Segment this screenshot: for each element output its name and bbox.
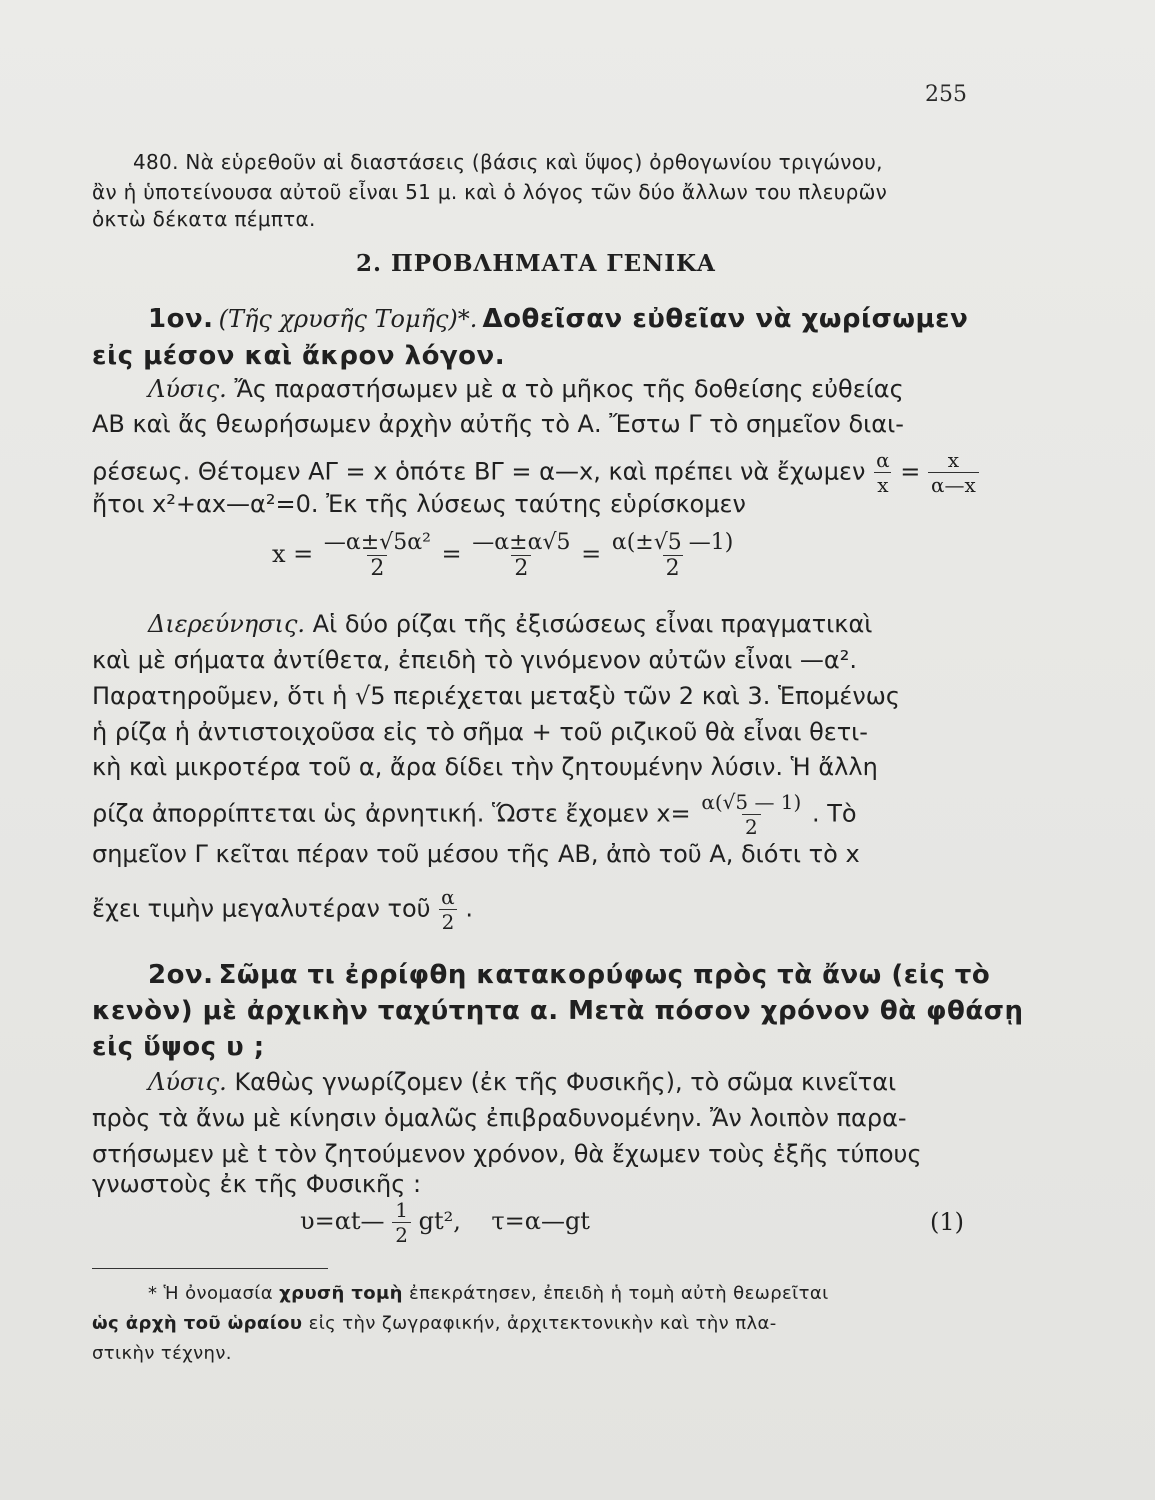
- equals-sign: =: [900, 457, 921, 486]
- problem-1-title: [148, 304, 968, 334]
- footnote-line-2: [92, 1313, 777, 1334]
- problem-480-line-2: ἂν ἡ ὑποτείνουσα αὐτοῦ εἶναι 51 μ. καὶ ὁ λόγος τῶν δύο ἄλλων του πλευρῶν: [92, 180, 888, 204]
- discussion-line-6-text: ρίζα ἀπορρίπτεται ὡς ἀρνητική. Ὥστε ἔχομεν x=: [92, 799, 691, 828]
- section-heading: 2. ΠΡΟΒΛΗΜΑΤΑ ΓΕΝΙΚΑ: [356, 250, 716, 277]
- discussion-line-7: σημεῖον Γ κεῖται πέραν τοῦ μέσου τῆς ΑΒ, ἀπὸ τοῦ Α, διότι τὸ x: [92, 840, 860, 868]
- page-number: 255: [925, 82, 967, 107]
- lysis-label-2: Λύσις.: [148, 1068, 227, 1096]
- footnote-term: χρυσῆ τομὴ: [279, 1283, 403, 1304]
- footnote-line-2-rest: εἰς τὴν ζωγραφικήν, ἀρχιτεκτονικὴν καὶ τὴν πλα-: [308, 1313, 777, 1334]
- p1-line-2: ΑΒ καὶ ἄς θεωρήσωμεν ἀρχὴν αὐτῆς τὸ Α. Ἔστω Γ τὸ σημεῖον διαι-: [92, 410, 904, 438]
- p2-line-1: [148, 1068, 896, 1096]
- discussion-line-4: ἡ ρίζα ἡ ἀντιστοιχοῦσα εἰς τὸ σῆμα + τοῦ ριζικοῦ θὰ εἶναι θετι-: [92, 718, 868, 746]
- fraction-golden-root: $\frac{\alpha(√5 — 1)}{2}$: [701, 790, 802, 839]
- equation-right: gt², τ=α—gt: [418, 1207, 590, 1235]
- solution-x: x =: [272, 540, 314, 568]
- p2-line-2: πρὸς τὰ ἄνω μὲ κίνησιν ὁμαλῶς ἐπιβραδυνομένην. Ἄν λοιπὸν παρα-: [92, 1104, 907, 1132]
- solution-fraction-1: $\frac{\text{—α±√5α²}}{2}$: [323, 530, 431, 581]
- discussion-line-2: καὶ μὲ σήματα ἀντίθετα, ἐπειδὴ τὸ γινόμενον αὐτῶν εἶναι —α².: [92, 646, 857, 674]
- solution-fraction-3: $\frac{\alpha(\pm√5 —1)}{2}$: [611, 530, 734, 581]
- discussion-line-8-text: ἔχει τιμὴν μεγαλυτέραν τοῦ: [92, 894, 431, 923]
- footnote-term-2: ὡς ἀρχὴ τοῦ ὡραίου: [92, 1313, 303, 1334]
- p1-line-1: [148, 375, 904, 403]
- discussion-line-1-text: Αἱ δύο ρίζαι τῆς ἐξισώσεως εἶναι πραγματικαὶ: [312, 610, 873, 638]
- problem-1-statement-2: εἰς μέσον καὶ ἄκρον λόγον.: [92, 341, 506, 371]
- footnote-star: * Ἡ ὀνομασία: [148, 1283, 274, 1304]
- problem-1-statement-1: Δοθεῖσαν εὐθεῖαν νὰ χωρίσωμεν: [482, 304, 969, 334]
- problem-2-title: [148, 960, 990, 990]
- discussion-line-3: Παρατηροῦμεν, ὅτι ἡ √5 περιέχεται μεταξὺ τῶν 2 καὶ 3. Ἑπομένως: [92, 682, 900, 710]
- equation-number: (1): [930, 1208, 964, 1236]
- problem-2-number: 2ον.: [148, 960, 214, 990]
- fraction-one-half: $\frac{1}{2}$: [392, 1198, 411, 1247]
- diereunisis-label: Διερεύνησις.: [148, 610, 306, 638]
- problem-480-line-1: 480. Νὰ εὑρεθοῦν αἱ διαστάσεις (βάσις καὶ ὕψος) ὀρθογωνίου τριγώνου,: [133, 150, 883, 174]
- footnote-separator: [92, 1268, 328, 1269]
- p1-line-3-text: ρέσεως. Θέτομεν ΑΓ = x ὁπότε ΒΓ = α—x, καὶ πρέπει νὰ ἔχωμεν: [92, 457, 866, 486]
- problem-2-statement-1: Σῶμα τι ἐρρίφθη κατακορύφως πρὸς τὰ ἄνω (εἰς τὸ: [218, 960, 991, 990]
- discussion-line-1: [148, 610, 872, 638]
- problem-1-subtitle: (Τῆς χρυσῆς Τομῆς)*.: [218, 305, 478, 333]
- p2-line-3: στήσωμεν μὲ t τὸν ζητούμενον χρόνον, θὰ ἔχωμεν τοὺς ἑξῆς τύπους: [92, 1140, 922, 1168]
- discussion-line-6: ρίζα ἀπορρίπτεται ὡς ἀρνητική. Ὥστε ἔχομεν x= $\frac{\alpha(√5 — 1)}{2}$ . Τὸ: [92, 790, 857, 839]
- solution-fraction-2: $\frac{—\alpha\pm\alpha√5}{2}$: [472, 530, 571, 581]
- p2-line-4: γνωστοὺς ἐκ τῆς Φυσικῆς :: [92, 1170, 422, 1198]
- fraction-x-over-a-minus-x: $\frac{x}{\alpha—x}$: [928, 448, 979, 497]
- p1-line-1-text: Ἄς παραστήσωμεν μὲ α τὸ μῆκος τῆς δοθείσης εὐθείας: [234, 375, 904, 403]
- fraction-a-over-x: $\frac{\alpha}{x}$: [876, 448, 890, 497]
- discussion-line-5: κὴ καὶ μικροτέρα τοῦ α, ἄρα δίδει τὴν ζητουμένην λύσιν. Ἡ ἄλλη: [92, 753, 878, 781]
- footnote-line-1: [148, 1283, 829, 1304]
- footnote-line-1-rest: ἐπεκράτησεν, ἐπειδὴ ἡ τομὴ αὐτὴ θεωρεῖται: [408, 1283, 829, 1304]
- p2-line-1-text: Καθὼς γνωρίζομεν (ἐκ τῆς Φυσικῆς), τὸ σῶμα κινεῖται: [234, 1068, 897, 1096]
- fraction-a-over-2: $\frac{\alpha}{2}$: [438, 885, 458, 934]
- motion-equations: [300, 1198, 590, 1247]
- footnote-line-3: στικὴν τέχνην.: [92, 1343, 232, 1364]
- p1-line-4: ἤτοι x²+αx—α²=0. Ἐκ τῆς λύσεως ταύτης εὑρίσκομεν: [92, 490, 746, 518]
- equation-left: υ=αt—: [300, 1207, 385, 1235]
- problem-480-line-3: ὀκτὼ δέκατα πέμπτα.: [92, 207, 316, 231]
- problem-2-statement-2: κενὸν) μὲ ἀρχικὴν ταχύτητα α. Μετὰ πόσον χρόνον θὰ φθάσῃ: [92, 996, 1024, 1026]
- solution-equation: x = $\frac{\text{—α±√5α²}}{2}$ = $\frac{—\alpha\pm\alpha√5}{2}$ = $\frac{\alpha(\pm√5 —1)}{2}$: [272, 530, 736, 581]
- problem-1-number: 1ον.: [148, 304, 214, 334]
- problem-2-statement-3: εἰς ὕψος υ ;: [92, 1032, 265, 1062]
- lysis-label: Λύσις.: [148, 375, 227, 403]
- discussion-line-8: ἔχει τιμὴν μεγαλυτέραν τοῦ $\frac{\alpha}{2}$ .: [92, 885, 473, 934]
